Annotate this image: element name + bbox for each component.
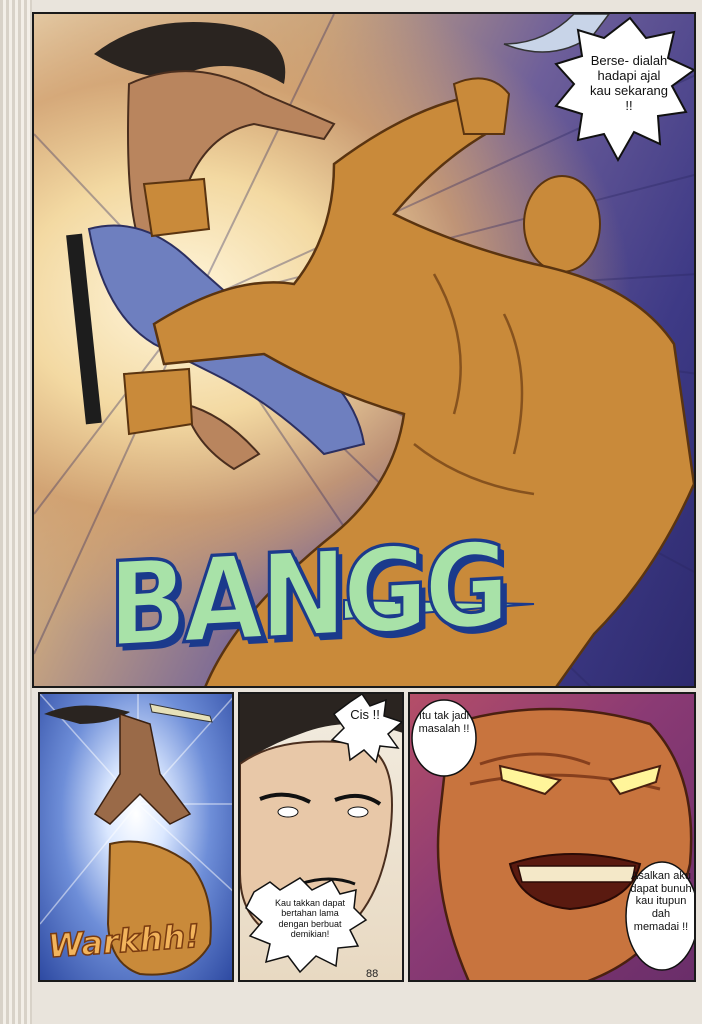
shout-bubble-text: Berse- dialah hadapi ajal kau sekarang !! <box>589 53 669 113</box>
panel-leaping-fighter <box>38 692 234 982</box>
panel3-art <box>410 694 696 982</box>
cis-bubble-text: Cis !! <box>350 707 380 722</box>
page-number: 88 <box>366 968 379 980</box>
taunt-bubble-text: Kau takkan dapat bertahan lama dengan berbuat demikian! <box>274 898 346 940</box>
sfx-warkhh: Warkhh! <box>46 916 202 966</box>
main-panel <box>32 12 696 688</box>
small-sword <box>150 704 212 722</box>
panel-bald-closeup <box>408 692 696 982</box>
flying-hair <box>44 705 130 724</box>
masalah-bubble-text: Itu tak jadi masalah !! <box>418 710 470 735</box>
sfx-bangg: BANGG <box>108 516 506 674</box>
panel-fighter-closeup <box>238 692 404 982</box>
asalkan-bubble-text: Asalkan aku dapat bunuh kau itupun dah memadai !! <box>630 870 692 933</box>
gritted-teeth <box>518 866 635 882</box>
book-page-edge <box>0 0 32 1024</box>
